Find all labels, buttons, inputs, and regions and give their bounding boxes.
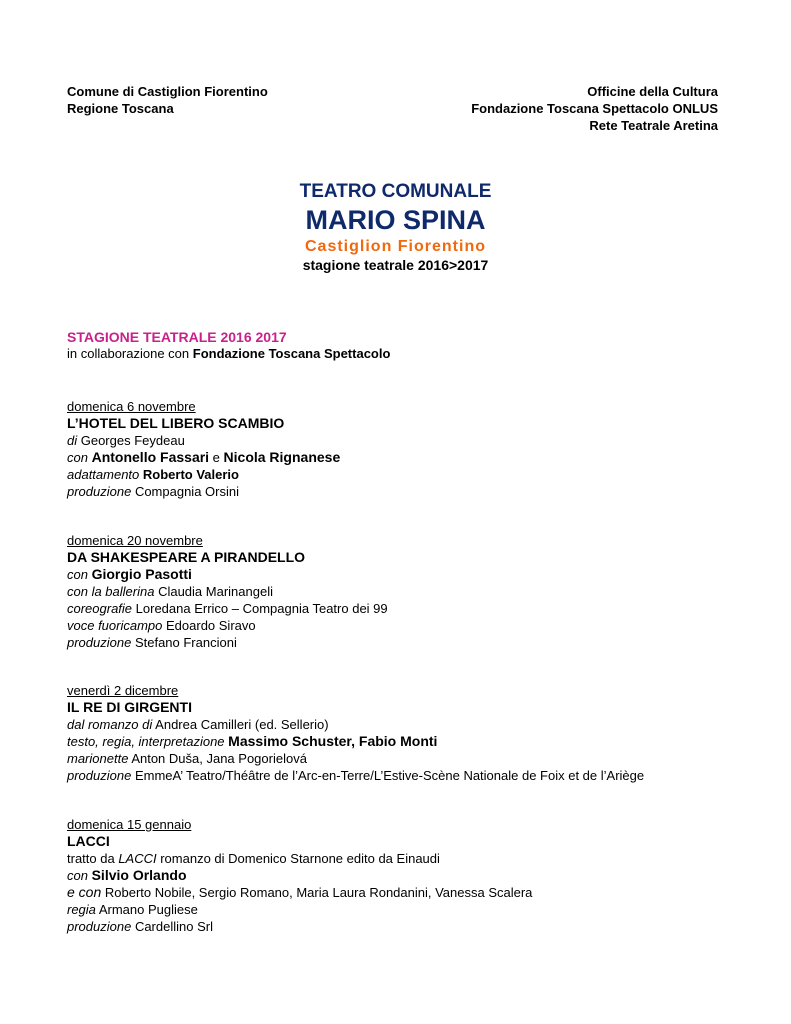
credit-value: Armano Pugliese: [95, 902, 198, 917]
show-item: [67, 398, 340, 500]
season-heading: STAGIONE TEATRALE 2016 2017: [67, 329, 287, 345]
credit-label: produzione: [67, 635, 132, 650]
show-choreography: [67, 600, 388, 617]
credit-value: Loredana Errico – Compagnia Teatro dei 99: [132, 601, 388, 616]
show-date: domenica 6 novembre: [67, 399, 196, 414]
show-item: [67, 682, 644, 784]
credit-label: produzione: [67, 919, 132, 934]
credit-label: adattamento: [67, 467, 140, 482]
cast-name: Giorgio Pasotti: [91, 566, 192, 582]
show-source: [67, 716, 644, 733]
show-cast: [67, 733, 644, 750]
credit-value: Claudia Marinangeli: [154, 584, 273, 599]
show-direction: [67, 901, 532, 918]
season-years: stagione teatrale 2016>2017: [302, 257, 489, 273]
credit-value: Compagnia Orsini: [131, 484, 239, 499]
credit-label: marionette: [67, 751, 129, 766]
show-date: domenica 20 novembre: [67, 533, 203, 548]
credit-label: produzione: [67, 768, 132, 783]
credit-label: con: [67, 450, 88, 465]
credit-value: EmmeA’ Teatro/Théâtre de l’Arc-en-Terre/L’Estive-Scène Nationale de Foix et de l’Ariège: [131, 768, 645, 783]
show-item: [67, 532, 388, 651]
show-title: IL RE DI GIRGENTI: [67, 699, 192, 715]
theatre-name: MARIO SPINA: [305, 205, 486, 235]
credit-label: regia: [67, 902, 96, 917]
season-section: [67, 328, 390, 362]
credit-label: produzione: [67, 484, 132, 499]
credit-label: e con: [67, 884, 102, 900]
show-item: [67, 816, 532, 935]
show-cast: [67, 449, 340, 466]
credit-value: Roberto Nobile, Sergio Romano, Maria Laura Rondanini, Vanessa Scalera: [101, 885, 533, 900]
header-rete: Rete Teatrale Aretina: [589, 118, 718, 133]
credit-label: con: [67, 567, 88, 582]
show-title: LACCI: [67, 833, 110, 849]
credit-value: Cardellino Srl: [131, 919, 213, 934]
source-suffix: romanzo di Domenico Starnone edito da Einaudi: [156, 851, 440, 866]
credit-value: Stefano Francioni: [131, 635, 237, 650]
header-officine: Officine della Cultura: [587, 84, 718, 99]
season-collaboration: [67, 346, 390, 362]
show-title: L’HOTEL DEL LIBERO SCAMBIO: [67, 415, 285, 431]
header-left: [67, 83, 268, 117]
credit-label: voce fuoricampo: [67, 618, 163, 633]
cast-name: Silvio Orlando: [91, 867, 187, 883]
show-dancer: [67, 583, 388, 600]
show-puppets: [67, 750, 644, 767]
show-production: [67, 634, 388, 651]
show-voice: [67, 617, 388, 634]
credit-value: Anton Duša, Jana Pogorielová: [128, 751, 307, 766]
credit-label: di: [67, 433, 78, 448]
header-fondazione: Fondazione Toscana Spettacolo ONLUS: [471, 101, 718, 116]
collab-name: Fondazione Toscana Spettacolo: [192, 346, 391, 361]
show-production: [67, 918, 532, 935]
credit-label: dal romanzo di: [67, 717, 153, 732]
cast-name: Antonello Fassari: [91, 449, 210, 465]
show-production: [67, 483, 340, 500]
credit-value: Roberto Valerio: [142, 467, 239, 482]
theatre-town: Castiglion Fiorentino: [305, 238, 486, 255]
source-prefix: tratto da: [67, 851, 119, 866]
header-region: Regione Toscana: [67, 101, 174, 116]
show-cast-more: [67, 884, 532, 901]
credit-value: Andrea Camilleri (ed. Sellerio): [152, 717, 329, 732]
show-production: [67, 767, 644, 784]
show-date: domenica 15 gennaio: [67, 817, 192, 832]
collab-prefix: in collaborazione con: [67, 346, 193, 361]
cast-name: Massimo Schuster, Fabio Monti: [228, 733, 438, 749]
show-adaptation: [67, 466, 340, 483]
show-source: [67, 850, 532, 867]
credit-value: Georges Feydeau: [77, 433, 185, 448]
credit-label: coreografie: [67, 601, 133, 616]
show-cast: [67, 867, 532, 884]
credit-value: Edoardo Siravo: [162, 618, 256, 633]
title-block: [0, 180, 791, 274]
show-title: DA SHAKESPEARE A PIRANDELLO: [67, 549, 306, 565]
theatre-label: TEATRO COMUNALE: [299, 181, 492, 202]
source-book: LACCI: [118, 851, 157, 866]
show-date: venerdì 2 dicembre: [67, 683, 179, 698]
credit-label: testo, regia, interpretazione: [67, 734, 225, 749]
credit-label: con la ballerina: [67, 584, 155, 599]
cast-join: e: [209, 450, 224, 465]
show-author: [67, 432, 340, 449]
show-cast: [67, 566, 388, 583]
header-right: [471, 83, 718, 134]
credit-label: con: [67, 868, 88, 883]
cast-name: Nicola Rignanese: [223, 449, 341, 465]
header-municipality: Comune di Castiglion Fiorentino: [67, 84, 268, 99]
